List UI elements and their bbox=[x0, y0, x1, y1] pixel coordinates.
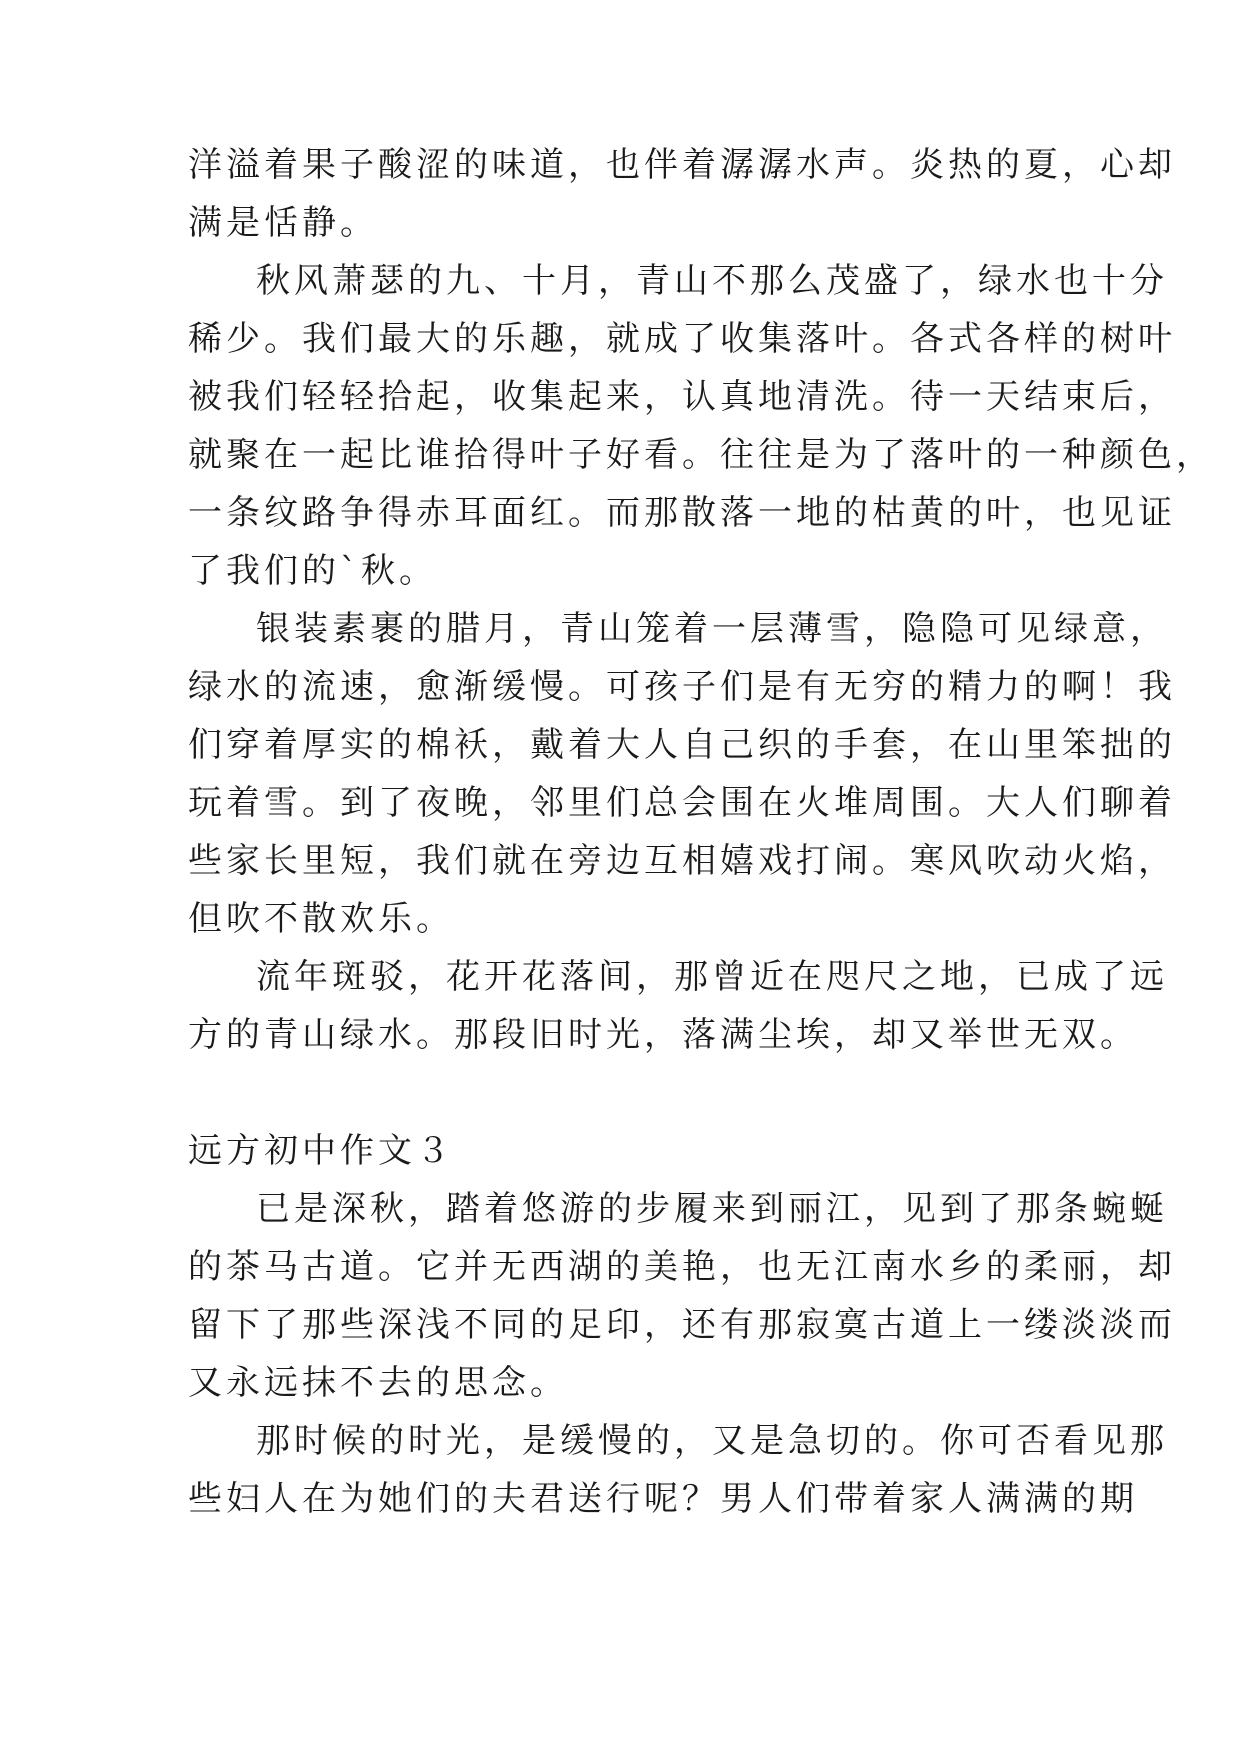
text-line: 稀少。我们最大的乐趣，就成了收集落叶。各式各样的树叶 bbox=[188, 319, 1176, 359]
text-line: 满是恬静。 bbox=[188, 203, 378, 243]
text-line: 一条纹路争得赤耳面红。而那散落一地的枯黄的叶，也见证 bbox=[188, 493, 1176, 533]
paragraph-start-line: 流年斑驳，花开花落间，那曾近在咫尺之地，已成了远 bbox=[256, 957, 1168, 997]
paragraph-start-line: 银装素裹的腊月，青山笼着一层薄雪，隐隐可见绿意， bbox=[256, 609, 1168, 649]
text-line: 又永远抹不去的思念。 bbox=[188, 1363, 568, 1403]
text-line: 些妇人在为她们的夫君送行呢？男人们带着家人满满的期 bbox=[188, 1479, 1138, 1519]
section-heading: 远方初中作文３ bbox=[188, 1131, 454, 1171]
text-line: 但吹不散欢乐。 bbox=[188, 899, 454, 939]
text-line: 了我们的`秋。 bbox=[188, 551, 437, 591]
text-line: 就聚在一起比谁拾得叶子好看。往往是为了落叶的一种颜色， bbox=[188, 435, 1214, 475]
text-line: 的茶马古道。它并无西湖的美艳，也无江南水乡的柔丽，却 bbox=[188, 1247, 1176, 1287]
text-line: 方的青山绿水。那段旧时光，落满尘埃，却又举世无双。 bbox=[188, 1015, 1138, 1055]
text-line: 们穿着厚实的棉袄，戴着大人自己织的手套，在山里笨拙的 bbox=[188, 725, 1176, 765]
text-line: 玩着雪。到了夜晚，邻里们总会围在火堆周围。大人们聊着 bbox=[188, 783, 1176, 823]
text-line: 洋溢着果子酸涩的味道，也伴着潺潺水声。炎热的夏，心却 bbox=[188, 145, 1176, 185]
paragraph-start-line: 秋风萧瑟的九、十月，青山不那么茂盛了，绿水也十分 bbox=[256, 261, 1168, 301]
paragraph-start-line: 已是深秋，踏着悠游的步履来到丽江，见到了那条蜿蜒 bbox=[256, 1189, 1168, 1229]
paragraph-start-line: 那时候的时光，是缓慢的，又是急切的。你可否看见那 bbox=[256, 1421, 1168, 1461]
text-line: 绿水的流速，愈渐缓慢。可孩子们是有无穷的精力的啊！我 bbox=[188, 667, 1176, 707]
text-line: 被我们轻轻拾起，收集起来，认真地清洗。待一天结束后， bbox=[188, 377, 1176, 417]
text-line: 留下了那些深浅不同的足印，还有那寂寞古道上一缕淡淡而 bbox=[188, 1305, 1176, 1345]
text-line: 些家长里短，我们就在旁边互相嬉戏打闹。寒风吹动火焰， bbox=[188, 841, 1176, 881]
